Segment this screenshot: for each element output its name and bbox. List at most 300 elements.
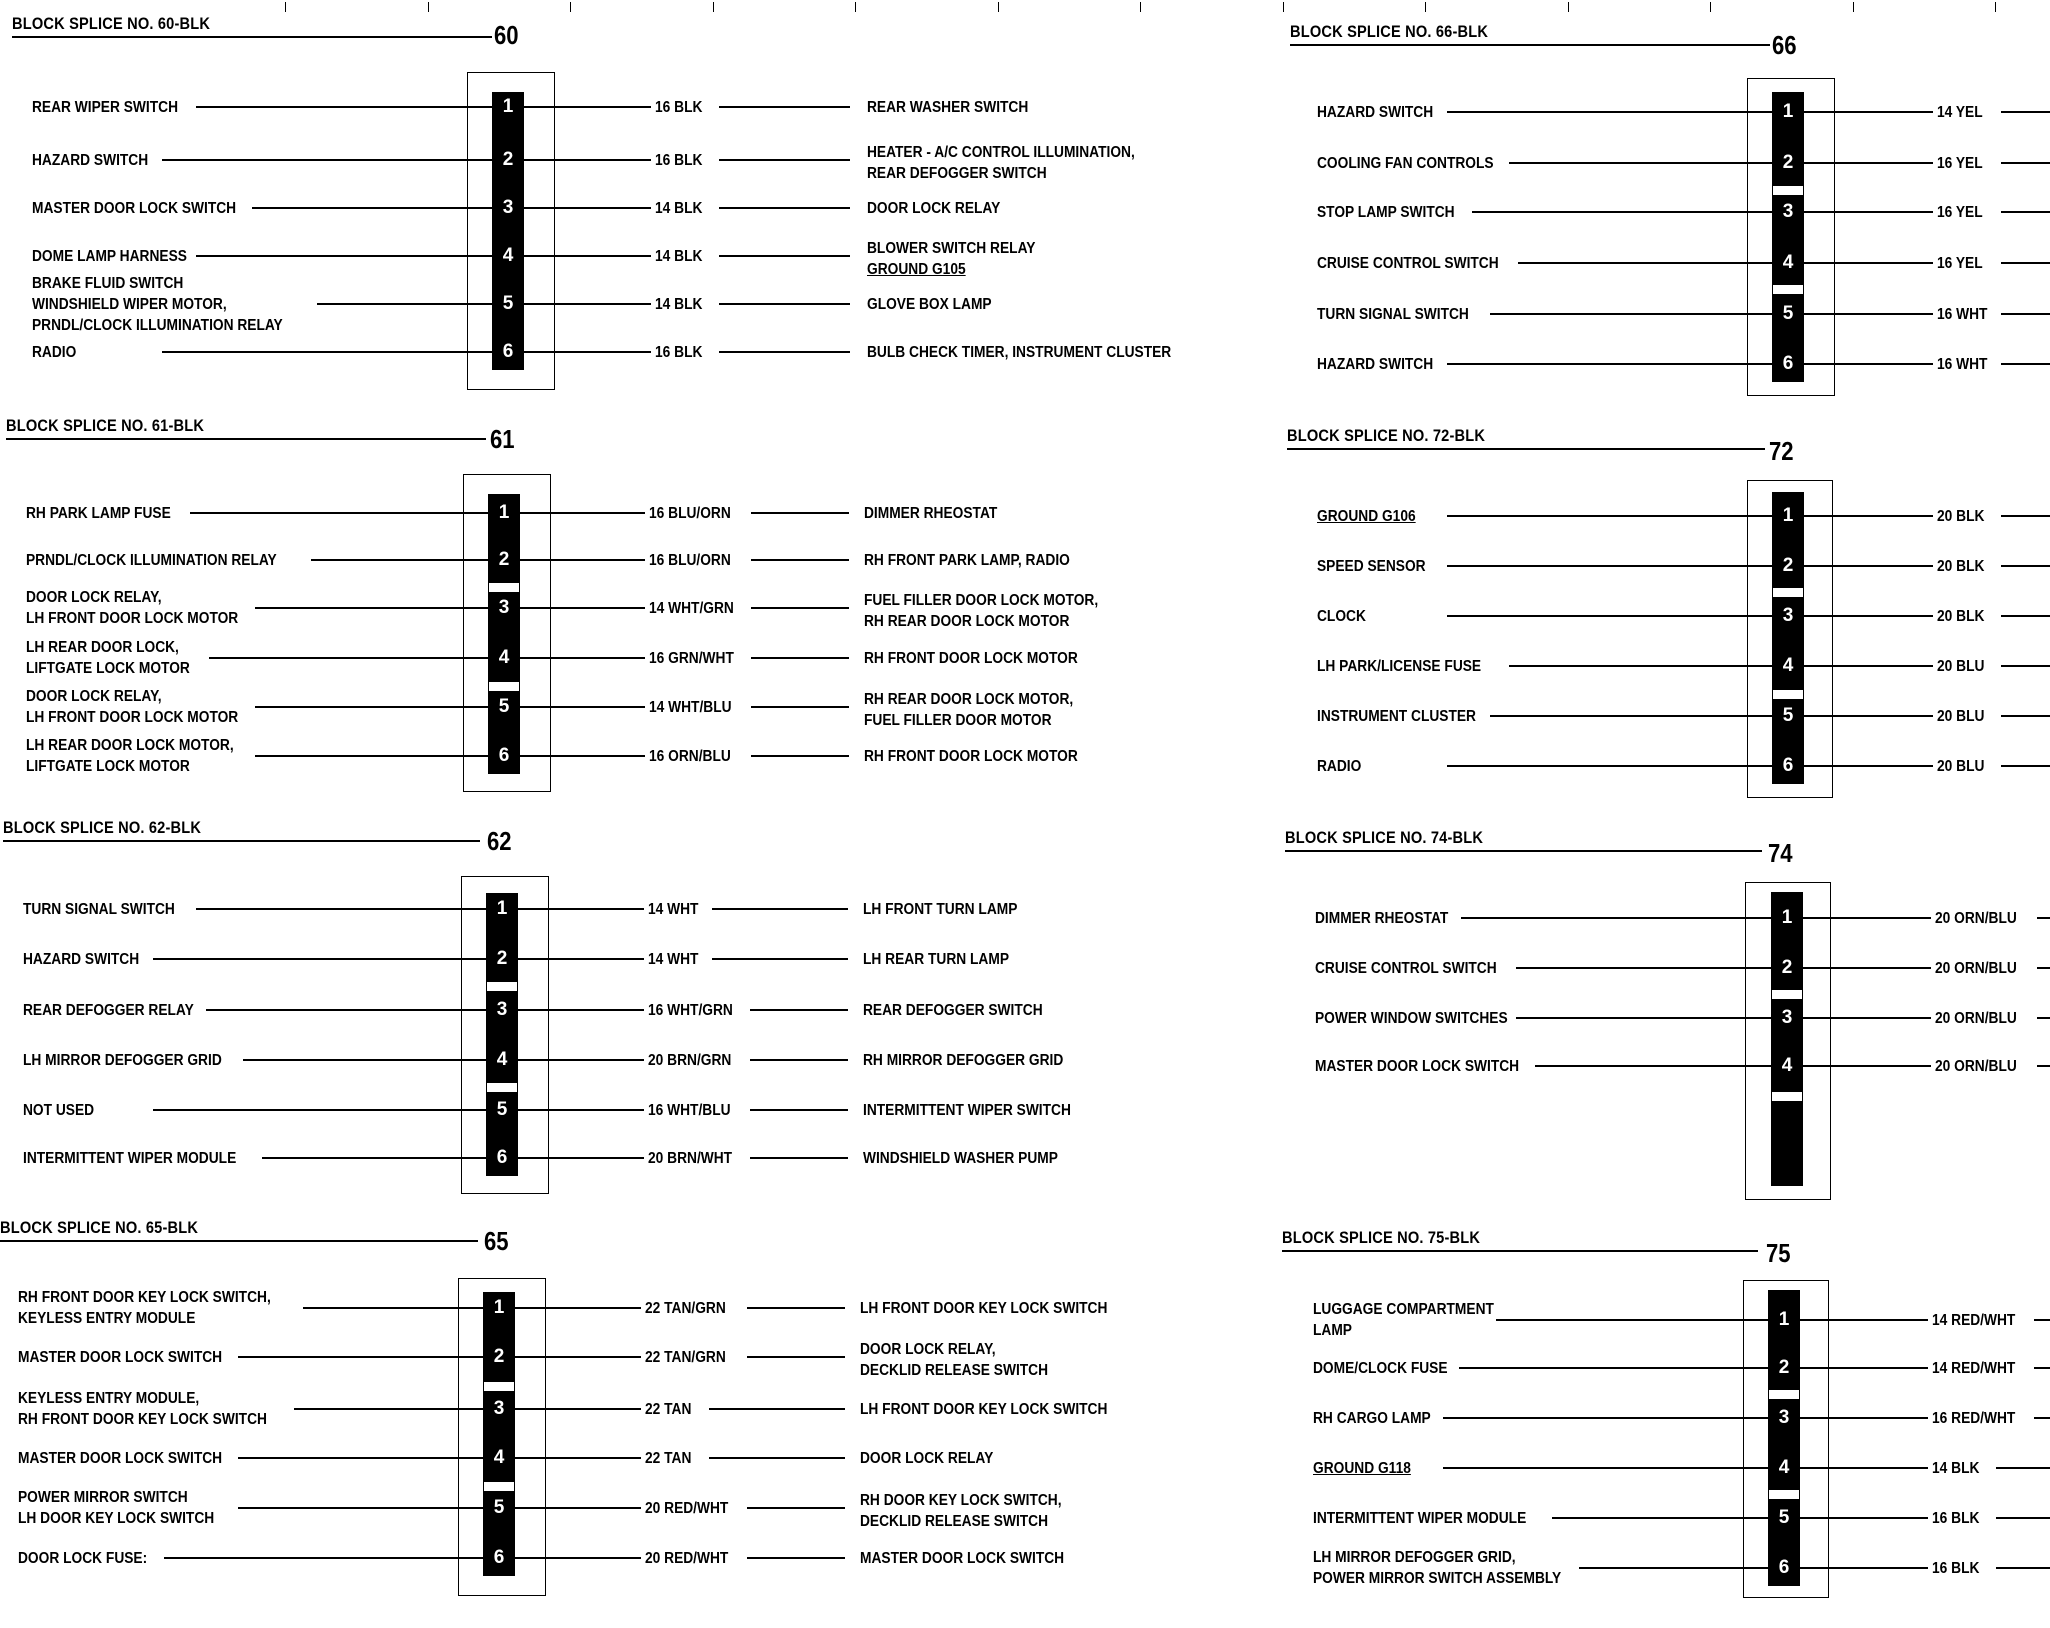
wire-gauge-color: 16 GRN/WHT bbox=[649, 650, 734, 667]
left-connection-label bbox=[32, 198, 236, 219]
tick-mark bbox=[1995, 2, 1996, 12]
left-connection-label bbox=[1317, 153, 1494, 174]
right-connection-label bbox=[864, 503, 997, 524]
left-label-line: MASTER DOOR LOCK SWITCH bbox=[1315, 1057, 1520, 1075]
splice-block-62 bbox=[3, 818, 1071, 1218]
left-lead-line bbox=[1447, 615, 1772, 617]
pin-number-4: 4 bbox=[493, 1447, 505, 1468]
pin-number-3: 3 bbox=[493, 1398, 505, 1419]
splice-block-66 bbox=[1290, 22, 2050, 422]
left-label-line: HAZARD SWITCH bbox=[1317, 355, 1434, 373]
wire-gauge-color: 16 ORN/BLU bbox=[649, 748, 731, 765]
pin-number-2: 2 bbox=[1778, 1357, 1790, 1378]
right-connection-label bbox=[863, 949, 1009, 970]
tick-mark bbox=[1283, 2, 1284, 12]
pin-number-1: 1 bbox=[1782, 101, 1794, 122]
wire-lead-line bbox=[1996, 1467, 2050, 1469]
left-label-line: LH PARK/LICENSE FUSE bbox=[1317, 657, 1482, 675]
left-lead-line bbox=[1447, 111, 1772, 113]
left-lead-line bbox=[255, 607, 488, 609]
right-label-line: WINDSHIELD WASHER PUMP bbox=[863, 1150, 1058, 1167]
right-lead-line bbox=[1804, 262, 1933, 264]
left-label-line: NOT USED bbox=[23, 1101, 95, 1119]
wire-gauge-color: 16 WHT bbox=[1937, 306, 1988, 323]
wire-lead-line bbox=[2001, 515, 2050, 517]
left-label-line: BRAKE FLUID SWITCH bbox=[32, 274, 184, 292]
left-lead-line bbox=[209, 657, 488, 659]
left-label-line: PRNDL/CLOCK ILLUMINATION RELAY bbox=[32, 316, 283, 334]
right-connection-label bbox=[860, 1298, 1107, 1319]
left-connection-label bbox=[23, 1148, 236, 1169]
pin-number-6: 6 bbox=[1782, 353, 1794, 374]
pin-number-1: 1 bbox=[493, 1297, 505, 1318]
pin-number-1: 1 bbox=[1782, 505, 1794, 526]
wire-gauge-color: 14 RED/WHT bbox=[1932, 1312, 2016, 1329]
right-lead-line bbox=[1803, 917, 1931, 919]
wire-lead-line bbox=[2001, 715, 2050, 717]
right-lead-line bbox=[515, 1507, 641, 1509]
left-label-line: LH FRONT DOOR LOCK MOTOR bbox=[26, 709, 239, 726]
left-label-line: KEYLESS ENTRY MODULE bbox=[18, 1310, 196, 1327]
right-connection-label bbox=[860, 1399, 1107, 1420]
left-connection-label bbox=[1315, 1056, 1519, 1077]
wire-lead-line bbox=[2034, 1367, 2050, 1369]
left-connection-label bbox=[1313, 1408, 1431, 1429]
wire-gauge-color: 14 WHT bbox=[648, 901, 699, 918]
right-connection-label bbox=[864, 689, 1073, 731]
wire-gauge-color: 20 RED/WHT bbox=[645, 1500, 729, 1517]
left-lead-line bbox=[1447, 565, 1772, 567]
left-label-line: RH FRONT DOOR KEY LOCK SWITCH, bbox=[18, 1289, 271, 1306]
pin-separator bbox=[1773, 588, 1803, 597]
pin-number-4: 4 bbox=[496, 1049, 508, 1070]
block-title: BLOCK SPLICE NO. 74-BLK bbox=[1285, 828, 1484, 847]
left-connection-label bbox=[18, 1347, 222, 1368]
right-lead-line bbox=[1800, 1567, 1928, 1569]
left-label-line: LIFTGATE LOCK MOTOR bbox=[26, 758, 190, 775]
wire-lead-line bbox=[747, 1507, 845, 1509]
left-connection-label bbox=[18, 1487, 214, 1529]
left-lead-line bbox=[196, 908, 486, 910]
right-lead-line bbox=[520, 512, 645, 514]
left-label-line: DOME/CLOCK FUSE bbox=[1313, 1359, 1448, 1377]
right-lead-line bbox=[1800, 1319, 1928, 1321]
wire-gauge-color: 16 BLK bbox=[1932, 1510, 1980, 1527]
right-label-line: REAR DEFOGGER SWITCH bbox=[863, 1002, 1043, 1019]
wire-lead-line bbox=[751, 607, 849, 609]
right-lead-line bbox=[1804, 715, 1933, 717]
left-label-line: GROUND G118 bbox=[1313, 1459, 1411, 1477]
tick-mark bbox=[1140, 2, 1141, 12]
left-lead-line bbox=[1443, 1417, 1768, 1419]
right-label-line: REAR WASHER SWITCH bbox=[867, 99, 1029, 116]
pin-number-5: 5 bbox=[1782, 705, 1794, 726]
left-label-line: DOOR LOCK RELAY, bbox=[26, 589, 162, 606]
pin-number-1: 1 bbox=[1778, 1309, 1790, 1330]
wire-lead-line bbox=[2037, 1017, 2050, 1019]
left-connection-label bbox=[32, 150, 148, 171]
left-connection-label bbox=[26, 735, 234, 777]
left-lead-line bbox=[196, 255, 492, 257]
left-connection-label bbox=[26, 686, 238, 728]
wire-gauge-color: 16 YEL bbox=[1937, 255, 1983, 272]
left-label-line: POWER WINDOW SWITCHES bbox=[1315, 1009, 1508, 1027]
pin-separator bbox=[487, 1083, 517, 1092]
pin-separator bbox=[489, 682, 519, 691]
left-label-line: LH DOOR KEY LOCK SWITCH bbox=[18, 1510, 215, 1527]
pin-number-3: 3 bbox=[496, 999, 508, 1020]
right-label-line: DECKLID RELEASE SWITCH bbox=[860, 1513, 1049, 1530]
pin-separator bbox=[484, 1382, 514, 1391]
wire-gauge-color: 20 BLU bbox=[1937, 758, 1985, 775]
wire-lead-line bbox=[719, 303, 850, 305]
splice-block-61 bbox=[6, 416, 1099, 816]
left-connection-label bbox=[23, 949, 139, 970]
pin-separator bbox=[487, 982, 517, 991]
wire-lead-line bbox=[719, 351, 850, 353]
left-connection-label bbox=[1317, 656, 1481, 677]
wire-gauge-color: 14 BLK bbox=[1932, 1460, 1980, 1477]
tick-mark bbox=[713, 2, 714, 12]
connector-bar bbox=[486, 893, 518, 1176]
left-label-line: POWER MIRROR SWITCH bbox=[18, 1489, 188, 1506]
wire-gauge-color: 20 BLK bbox=[1937, 608, 1985, 625]
right-lead-line bbox=[1804, 313, 1933, 315]
connector-bar bbox=[492, 92, 524, 370]
wire-gauge-color: 20 BRN/WHT bbox=[648, 1150, 733, 1167]
block-number: 75 bbox=[1766, 1238, 1791, 1268]
right-label-line: RH FRONT PARK LAMP, RADIO bbox=[864, 552, 1070, 569]
left-lead-line bbox=[294, 1408, 483, 1410]
left-lead-line bbox=[153, 1109, 486, 1111]
wire-gauge-color: 16 BLK bbox=[1932, 1560, 1980, 1577]
left-label-line: LH REAR DOOR LOCK, bbox=[26, 639, 179, 656]
left-label-line: LH MIRROR DEFOGGER GRID, bbox=[1313, 1549, 1516, 1566]
pin-number-4: 4 bbox=[498, 647, 510, 668]
right-connection-label bbox=[864, 648, 1078, 669]
title-underline bbox=[1287, 448, 1765, 450]
pin-number-3: 3 bbox=[1778, 1407, 1790, 1428]
pin-separator bbox=[1773, 186, 1803, 195]
title-underline bbox=[1290, 44, 1770, 46]
right-lead-line bbox=[515, 1457, 641, 1459]
right-lead-line bbox=[1803, 1017, 1931, 1019]
wire-gauge-color: 14 WHT bbox=[648, 951, 699, 968]
left-label-line: WINDSHIELD WIPER MOTOR, bbox=[32, 295, 227, 313]
left-label-line: LIFTGATE LOCK MOTOR bbox=[26, 660, 190, 677]
left-lead-line bbox=[190, 512, 488, 514]
right-lead-line bbox=[1800, 1517, 1928, 1519]
left-label-line: RH PARK LAMP FUSE bbox=[26, 504, 171, 522]
left-lead-line bbox=[164, 1557, 483, 1559]
wire-gauge-color: 16 YEL bbox=[1937, 204, 1983, 221]
left-lead-line bbox=[238, 1356, 483, 1358]
left-lead-line bbox=[255, 706, 488, 708]
left-connection-label bbox=[23, 1100, 94, 1121]
left-label-line: RH CARGO LAMP bbox=[1313, 1409, 1431, 1427]
left-lead-line bbox=[1459, 1367, 1768, 1369]
wire-gauge-color: 20 ORN/BLU bbox=[1935, 960, 2017, 977]
left-lead-line bbox=[255, 755, 488, 757]
left-connection-label bbox=[18, 1287, 271, 1329]
pin-number-6: 6 bbox=[1778, 1557, 1790, 1578]
left-lead-line bbox=[196, 106, 492, 108]
wire-lead-line bbox=[751, 559, 849, 561]
connector-bar bbox=[1768, 1290, 1800, 1586]
pin-number-1: 1 bbox=[496, 898, 508, 919]
left-connection-label bbox=[1317, 756, 1361, 777]
left-label-line: LH REAR DOOR LOCK MOTOR, bbox=[26, 737, 234, 754]
left-label-line: MASTER DOOR LOCK SWITCH bbox=[32, 199, 237, 217]
right-connection-label bbox=[867, 142, 1135, 184]
left-lead-line bbox=[1552, 1517, 1768, 1519]
wire-gauge-color: 14 RED/WHT bbox=[1932, 1360, 2016, 1377]
tick-mark bbox=[428, 2, 429, 12]
block-title: BLOCK SPLICE NO. 62-BLK bbox=[3, 818, 202, 837]
pin-number-3: 3 bbox=[1782, 605, 1794, 626]
pin-number-5: 5 bbox=[496, 1099, 508, 1120]
block-title: BLOCK SPLICE NO. 60-BLK bbox=[12, 14, 211, 33]
pin-number-4: 4 bbox=[1781, 1055, 1793, 1076]
right-label-line: LH FRONT DOOR KEY LOCK SWITCH bbox=[860, 1401, 1108, 1418]
left-lead-line bbox=[243, 1059, 486, 1061]
pin-number-2: 2 bbox=[1782, 152, 1794, 173]
connector-bar bbox=[1772, 492, 1804, 784]
block-title: BLOCK SPLICE NO. 65-BLK bbox=[0, 1218, 199, 1237]
right-label-line: RH DOOR KEY LOCK SWITCH, bbox=[860, 1492, 1062, 1509]
wire-gauge-color: 20 BRN/GRN bbox=[648, 1052, 732, 1069]
wire-lead-line bbox=[719, 159, 850, 161]
right-lead-line bbox=[1804, 565, 1933, 567]
wire-lead-line bbox=[751, 512, 849, 514]
wire-gauge-color: 22 TAN bbox=[645, 1450, 692, 1467]
left-label-line: HAZARD SWITCH bbox=[32, 151, 149, 169]
pin-number-4: 4 bbox=[1782, 655, 1794, 676]
right-label-line: MASTER DOOR LOCK SWITCH bbox=[860, 1550, 1065, 1567]
left-connection-label bbox=[1313, 1458, 1411, 1479]
left-label-line: RADIO bbox=[32, 343, 77, 361]
left-connection-label bbox=[23, 1050, 222, 1071]
left-lead-line bbox=[1509, 162, 1772, 164]
left-label-line: SPEED SENSOR bbox=[1317, 557, 1426, 575]
wire-gauge-color: 20 BLU bbox=[1937, 708, 1985, 725]
pin-separator bbox=[1773, 690, 1803, 699]
left-connection-label bbox=[1317, 253, 1499, 274]
left-label-line: HAZARD SWITCH bbox=[1317, 103, 1434, 121]
right-lead-line bbox=[520, 657, 645, 659]
left-lead-line bbox=[1579, 1567, 1768, 1569]
tick-mark bbox=[1853, 2, 1854, 12]
right-connection-label bbox=[863, 1148, 1058, 1169]
wire-lead-line bbox=[719, 255, 850, 257]
right-lead-line bbox=[1804, 615, 1933, 617]
wire-gauge-color: 16 WHT bbox=[1937, 356, 1988, 373]
pin-number-5: 5 bbox=[1778, 1507, 1790, 1528]
pin-number-2: 2 bbox=[496, 948, 508, 969]
wire-lead-line bbox=[2034, 1319, 2050, 1321]
wire-lead-line bbox=[750, 1059, 848, 1061]
pin-number-4: 4 bbox=[1782, 252, 1794, 273]
block-number: 72 bbox=[1769, 436, 1794, 466]
right-lead-line bbox=[520, 755, 645, 757]
left-lead-line bbox=[238, 1507, 483, 1509]
right-lead-line bbox=[518, 1009, 644, 1011]
block-number: 66 bbox=[1772, 30, 1797, 60]
left-label-line: CRUISE CONTROL SWITCH bbox=[1317, 254, 1499, 272]
left-lead-line bbox=[1516, 1017, 1771, 1019]
wire-gauge-color: 14 BLK bbox=[655, 200, 703, 217]
left-connection-label bbox=[26, 503, 171, 524]
right-lead-line bbox=[1803, 1065, 1931, 1067]
left-lead-line bbox=[1516, 967, 1771, 969]
wire-lead-line bbox=[747, 1557, 845, 1559]
pin-number-3: 3 bbox=[1782, 201, 1794, 222]
left-lead-line bbox=[1472, 211, 1772, 213]
right-connection-label bbox=[867, 342, 1171, 363]
right-lead-line bbox=[1804, 211, 1933, 213]
right-label-line: RH MIRROR DEFOGGER GRID bbox=[863, 1052, 1064, 1069]
wire-gauge-color: 14 BLK bbox=[655, 248, 703, 265]
tick-mark bbox=[998, 2, 999, 12]
left-label-line: KEYLESS ENTRY MODULE, bbox=[18, 1390, 200, 1407]
right-label-line: FUEL FILLER DOOR LOCK MOTOR, bbox=[864, 592, 1099, 609]
pin-number-2: 2 bbox=[498, 549, 510, 570]
block-number: 61 bbox=[490, 424, 515, 454]
left-connection-label bbox=[32, 97, 178, 118]
pin-number-6: 6 bbox=[502, 341, 514, 362]
pin-number-1: 1 bbox=[498, 502, 510, 523]
wire-lead-line bbox=[712, 908, 848, 910]
wire-lead-line bbox=[709, 1408, 845, 1410]
splice-block-74 bbox=[1285, 828, 2050, 1228]
wire-lead-line bbox=[2001, 111, 2050, 113]
tick-mark bbox=[1425, 2, 1426, 12]
block-title: BLOCK SPLICE NO. 75-BLK bbox=[1282, 1228, 1481, 1247]
right-label-line: RH FRONT DOOR LOCK MOTOR bbox=[864, 748, 1078, 765]
pin-number-4: 4 bbox=[1778, 1457, 1790, 1478]
block-title: BLOCK SPLICE NO. 61-BLK bbox=[6, 416, 205, 435]
wire-gauge-color: 16 BLK bbox=[655, 99, 703, 116]
left-label-line: POWER MIRROR SWITCH ASSEMBLY bbox=[1313, 1570, 1562, 1587]
wire-lead-line bbox=[2037, 967, 2050, 969]
left-label-line: DOME LAMP HARNESS bbox=[32, 247, 187, 265]
pin-separator bbox=[1769, 1390, 1799, 1399]
left-connection-label bbox=[26, 587, 238, 629]
right-lead-line bbox=[515, 1557, 641, 1559]
right-connection-label bbox=[860, 1490, 1062, 1532]
wire-gauge-color: 20 ORN/BLU bbox=[1935, 1010, 2017, 1027]
right-connection-label bbox=[863, 1000, 1043, 1021]
wire-lead-line bbox=[2001, 262, 2050, 264]
pin-number-3: 3 bbox=[1781, 1007, 1793, 1028]
left-label-line: LH MIRROR DEFOGGER GRID bbox=[23, 1051, 222, 1069]
left-connection-label bbox=[26, 550, 277, 571]
left-connection-label bbox=[1317, 304, 1469, 325]
wire-gauge-color: 22 TAN bbox=[645, 1401, 692, 1418]
pin-separator bbox=[1772, 1092, 1802, 1101]
left-connection-label bbox=[26, 637, 190, 679]
left-lead-line bbox=[1490, 313, 1772, 315]
right-label-line: LH FRONT DOOR KEY LOCK SWITCH bbox=[860, 1300, 1108, 1317]
right-label-line: DOOR LOCK RELAY bbox=[860, 1450, 994, 1467]
connector-bar bbox=[1772, 92, 1804, 382]
left-label-line: TURN SIGNAL SWITCH bbox=[1317, 305, 1469, 323]
left-label-line: RADIO bbox=[1317, 757, 1362, 775]
block-title: BLOCK SPLICE NO. 72-BLK bbox=[1287, 426, 1486, 445]
wire-lead-line bbox=[1996, 1567, 2050, 1569]
right-lead-line bbox=[524, 207, 651, 209]
pin-number-5: 5 bbox=[502, 293, 514, 314]
left-lead-line bbox=[1447, 515, 1772, 517]
pin-number-2: 2 bbox=[1782, 555, 1794, 576]
right-connection-label bbox=[863, 1100, 1071, 1121]
right-lead-line bbox=[520, 559, 645, 561]
left-label-line: INSTRUMENT CLUSTER bbox=[1317, 707, 1477, 725]
right-lead-line bbox=[1800, 1467, 1928, 1469]
right-lead-line bbox=[1800, 1367, 1928, 1369]
title-underline bbox=[1282, 1250, 1758, 1252]
wire-gauge-color: 20 ORN/BLU bbox=[1935, 1058, 2017, 1075]
left-label-line: COOLING FAN CONTROLS bbox=[1317, 154, 1494, 172]
right-lead-line bbox=[518, 958, 644, 960]
wire-gauge-color: 22 TAN/GRN bbox=[645, 1300, 726, 1317]
left-label-line: RH FRONT DOOR KEY LOCK SWITCH bbox=[18, 1411, 267, 1428]
tick-mark bbox=[1710, 2, 1711, 12]
left-label-line: INTERMITTENT WIPER MODULE bbox=[23, 1149, 237, 1167]
right-connection-label bbox=[860, 1548, 1064, 1569]
right-connection-label bbox=[867, 198, 1000, 219]
right-connection-label bbox=[864, 550, 1070, 571]
right-label-line: DIMMER RHEOSTAT bbox=[864, 505, 998, 522]
wire-gauge-color: 16 BLK bbox=[655, 344, 703, 361]
left-lead-line bbox=[206, 1009, 486, 1011]
left-lead-line bbox=[162, 351, 492, 353]
wire-lead-line bbox=[719, 106, 850, 108]
tick-mark bbox=[855, 2, 856, 12]
right-connection-label bbox=[860, 1448, 993, 1469]
wire-gauge-color: 20 ORN/BLU bbox=[1935, 910, 2017, 927]
block-number: 62 bbox=[487, 826, 512, 856]
wire-lead-line bbox=[2001, 615, 2050, 617]
right-lead-line bbox=[1804, 515, 1933, 517]
right-label-line: DOOR LOCK RELAY bbox=[867, 200, 1001, 217]
left-connection-label bbox=[1317, 354, 1433, 375]
right-connection-label bbox=[863, 1050, 1063, 1071]
left-connection-label bbox=[1317, 506, 1416, 527]
pin-number-2: 2 bbox=[502, 149, 514, 170]
wire-lead-line bbox=[2001, 162, 2050, 164]
wire-lead-line bbox=[2037, 1065, 2050, 1067]
right-connection-label bbox=[867, 238, 1035, 280]
right-lead-line bbox=[524, 255, 651, 257]
left-lead-line bbox=[1447, 363, 1772, 365]
wire-gauge-color: 14 BLK bbox=[655, 296, 703, 313]
right-label-line: HEATER - A/C CONTROL ILLUMINATION, bbox=[867, 144, 1135, 161]
left-lead-line bbox=[262, 1157, 486, 1159]
right-lead-line bbox=[1804, 665, 1933, 667]
pin-separator bbox=[484, 1482, 514, 1491]
left-label-line: MASTER DOOR LOCK SWITCH bbox=[18, 1348, 223, 1366]
left-connection-label bbox=[18, 1548, 147, 1569]
wire-lead-line bbox=[747, 1356, 845, 1358]
right-lead-line bbox=[524, 303, 651, 305]
left-connection-label bbox=[23, 1000, 194, 1021]
left-label-line: MASTER DOOR LOCK SWITCH bbox=[18, 1449, 223, 1467]
pin-number-1: 1 bbox=[1781, 907, 1793, 928]
left-lead-line bbox=[238, 1457, 483, 1459]
wire-lead-line bbox=[719, 207, 850, 209]
right-label-line: DOOR LOCK RELAY, bbox=[860, 1341, 996, 1358]
